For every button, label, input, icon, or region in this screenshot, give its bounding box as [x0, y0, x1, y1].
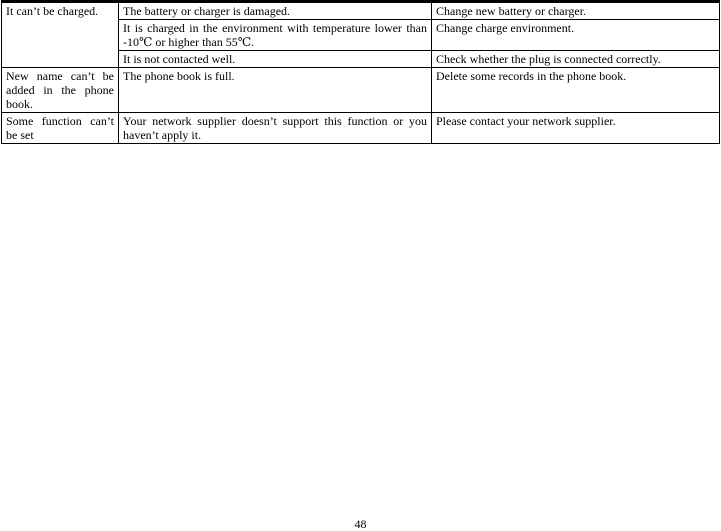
- table-row: [2, 68, 720, 113]
- problem-cell: It can’t be charged.: [2, 3, 119, 68]
- table-row: [2, 113, 720, 144]
- cause-cell: The phone book is full.: [119, 68, 432, 113]
- solution-cell: Delete some records in the phone book.: [432, 68, 720, 113]
- solution-cell: Please contact your network supplier.: [432, 113, 720, 144]
- solution-cell: Change new battery or charger.: [432, 3, 720, 20]
- cause-cell: Your network supplier doesn’t support this function or you haven’t apply it.: [119, 113, 432, 144]
- troubleshooting-table: [1, 2, 720, 144]
- solution-cell: Check whether the plug is connected correctly.: [432, 51, 720, 68]
- solution-cell: Change charge environment.: [432, 20, 720, 51]
- cause-cell: It is not contacted well.: [119, 51, 432, 68]
- cause-cell: It is charged in the environment with temperature lower than -10℃ or higher than 55℃.: [119, 20, 432, 51]
- cause-cell: The battery or charger is damaged.: [119, 3, 432, 20]
- problem-cell: Some function can’t be set: [2, 113, 119, 144]
- page-number: 48: [354, 517, 367, 531]
- problem-cell: New name can’t be added in the phone book.: [2, 68, 119, 113]
- table-row: [2, 3, 720, 20]
